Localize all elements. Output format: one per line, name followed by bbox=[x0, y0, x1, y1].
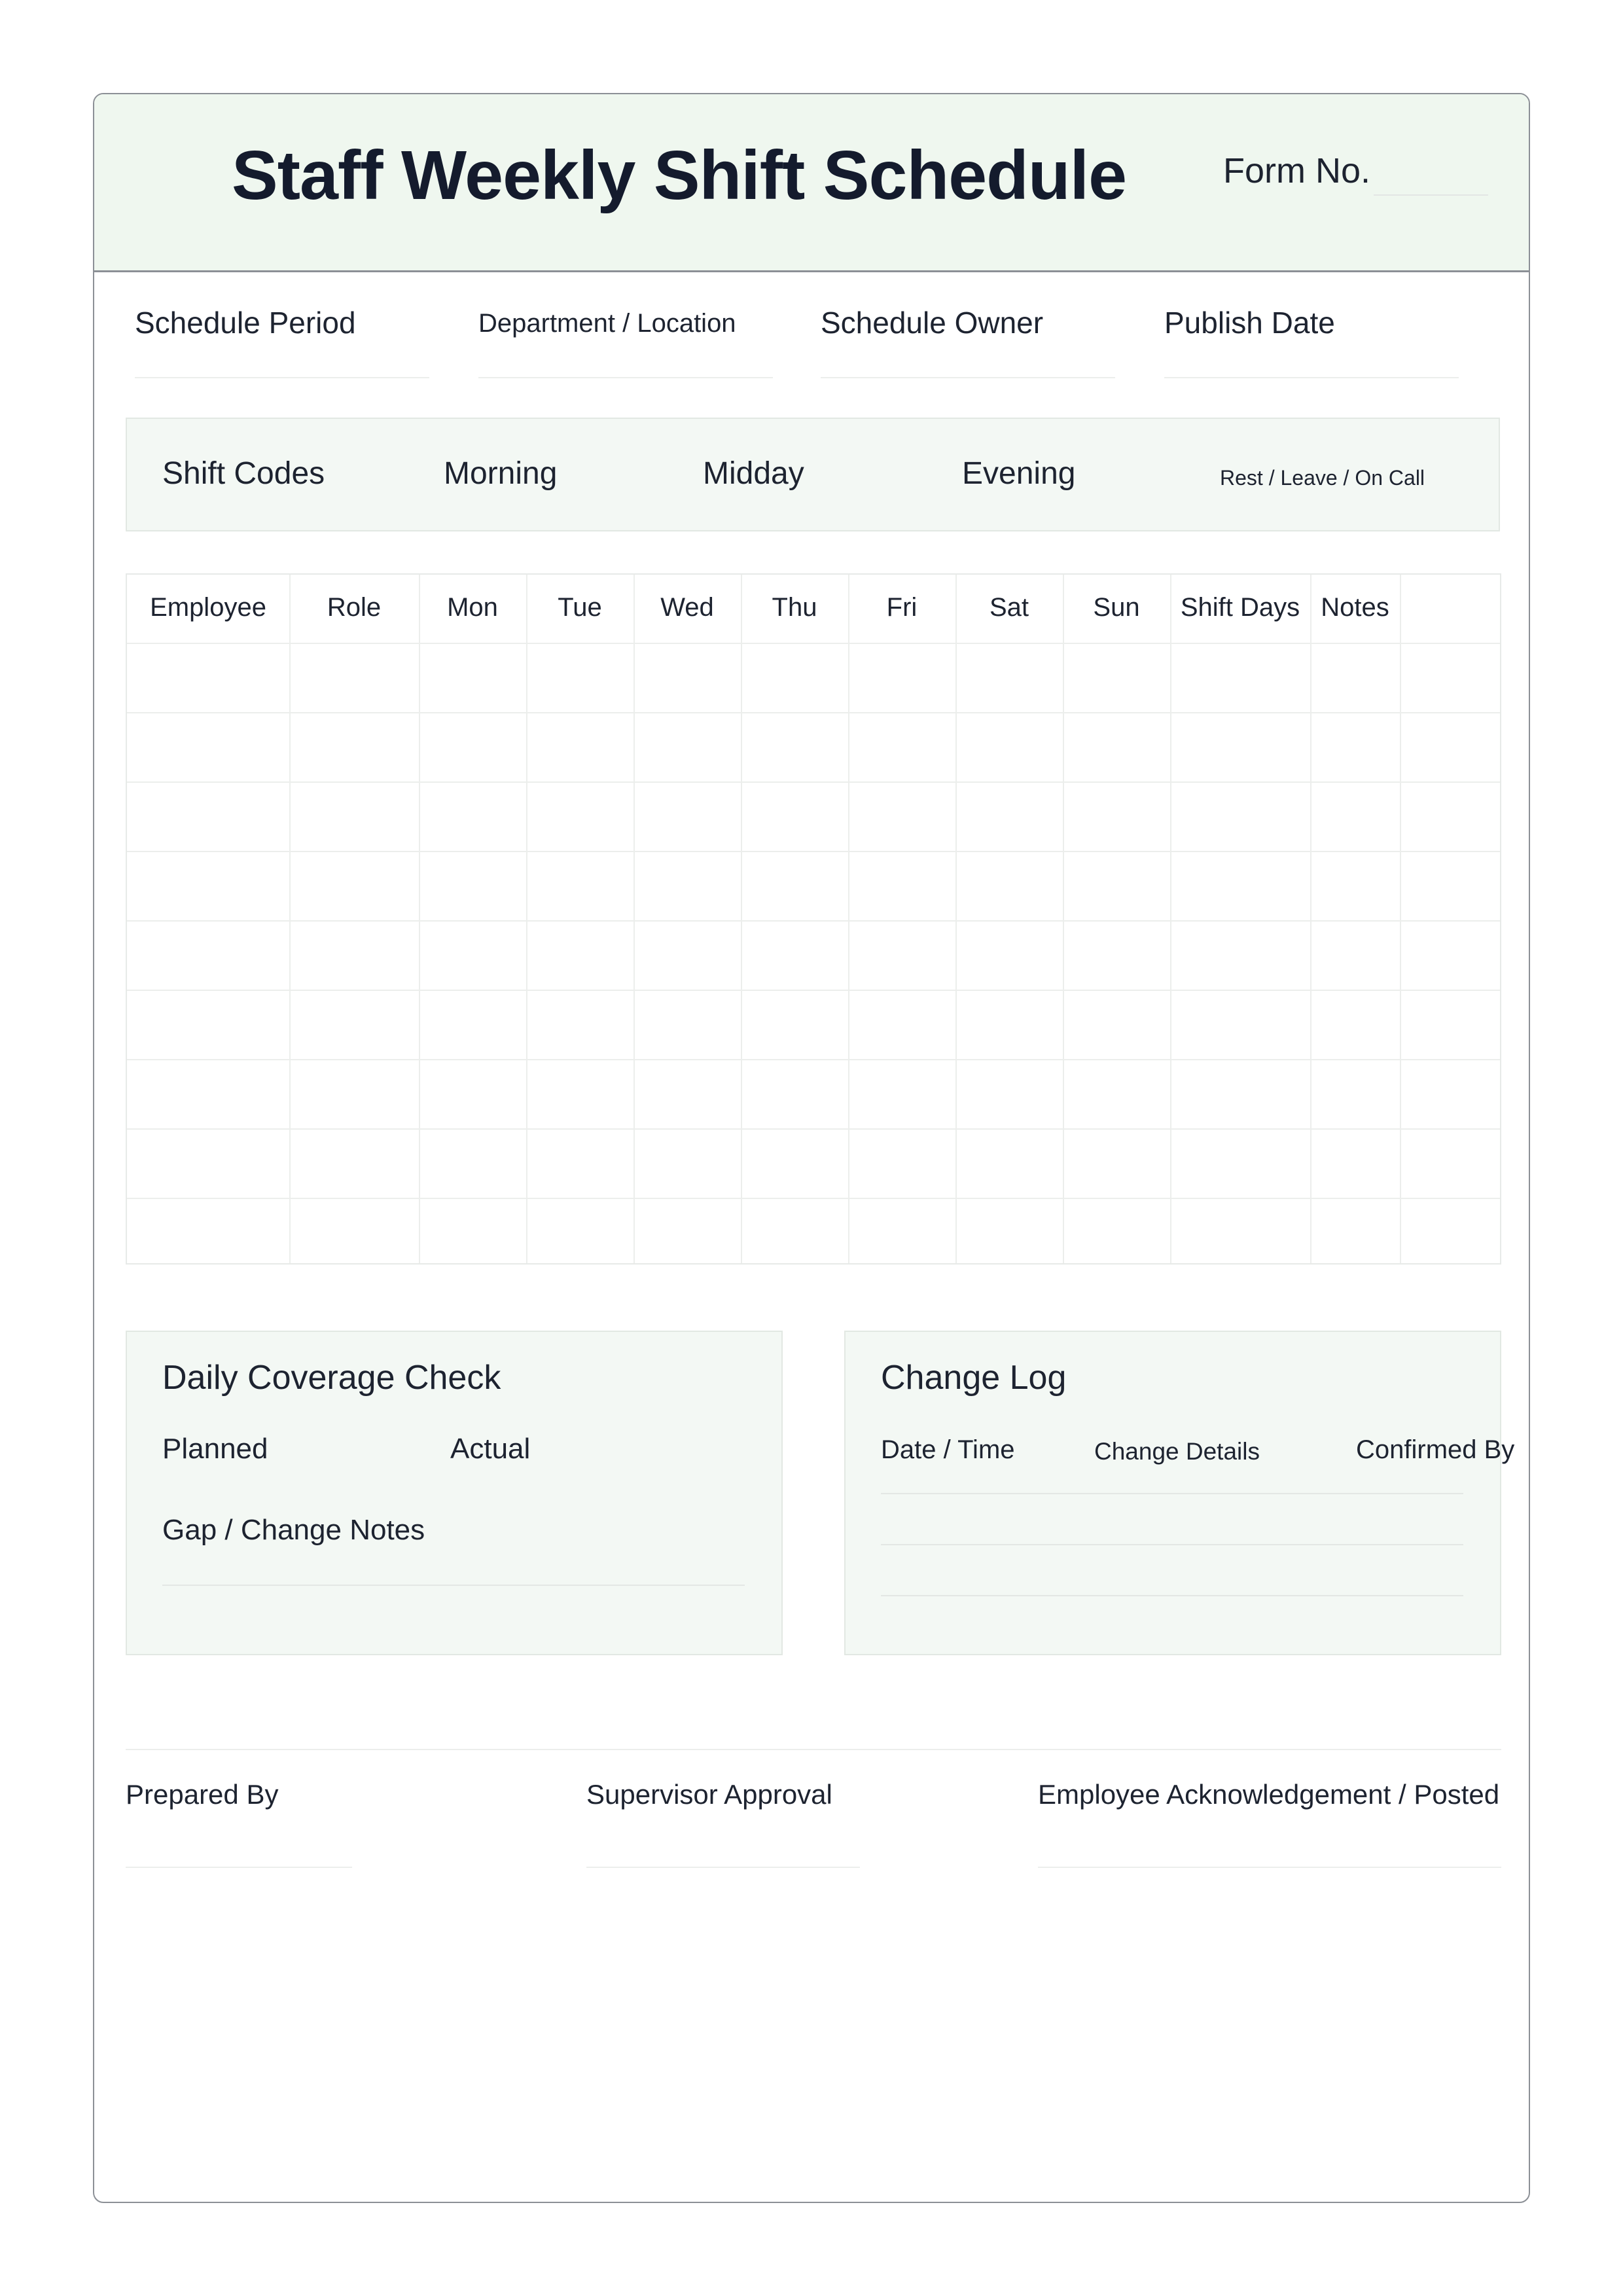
supervisor-approval-field[interactable] bbox=[586, 1867, 860, 1868]
column-header-role: Role bbox=[327, 593, 382, 622]
employee-ack-label: Employee Acknowledgement / Posted bbox=[1038, 1779, 1500, 1810]
form-header bbox=[94, 94, 1529, 272]
prepared-by-field[interactable] bbox=[126, 1867, 352, 1868]
shift-code-midday: Midday bbox=[703, 456, 804, 491]
column-header-sun: Sun bbox=[1093, 593, 1140, 622]
schedule-period-field[interactable] bbox=[135, 377, 429, 378]
table-row[interactable] bbox=[127, 990, 1500, 991]
employee-ack-field[interactable] bbox=[1038, 1867, 1501, 1868]
department-location-field[interactable] bbox=[478, 377, 773, 378]
shift-codes-label: Shift Codes bbox=[162, 456, 325, 491]
table-column-divider bbox=[1310, 575, 1311, 1263]
table-row[interactable] bbox=[127, 920, 1500, 922]
form-number-label: Form No. bbox=[1223, 151, 1371, 190]
table-column-divider bbox=[1063, 575, 1064, 1263]
prepared-by-label: Prepared By bbox=[126, 1779, 279, 1810]
shift-code-rest: Rest / Leave / On Call bbox=[1220, 466, 1425, 490]
column-header-employee: Employee bbox=[150, 593, 266, 622]
table-column-divider bbox=[848, 575, 849, 1263]
column-header-tue: Tue bbox=[558, 593, 602, 622]
table-row[interactable] bbox=[127, 712, 1500, 713]
coverage-panel bbox=[126, 1331, 783, 1655]
column-header-shift-days: Shift Days bbox=[1180, 593, 1300, 622]
change-log-row[interactable] bbox=[881, 1493, 1463, 1494]
change-log-row[interactable] bbox=[881, 1595, 1463, 1596]
table-column-divider bbox=[526, 575, 527, 1263]
table-row[interactable] bbox=[127, 851, 1500, 852]
column-header-fri: Fri bbox=[886, 593, 918, 622]
table-row[interactable] bbox=[127, 1059, 1500, 1060]
shift-table bbox=[126, 573, 1501, 1265]
table-column-divider bbox=[1170, 575, 1171, 1263]
planned-label: Planned bbox=[162, 1433, 268, 1465]
table-column-divider bbox=[741, 575, 742, 1263]
column-header-wed: Wed bbox=[660, 593, 714, 622]
confirmed-by-label: Confirmed By bbox=[1356, 1435, 1515, 1464]
column-header-thu: Thu bbox=[772, 593, 817, 622]
table-column-divider bbox=[419, 575, 420, 1263]
form-number-field[interactable] bbox=[1374, 194, 1488, 196]
column-header-mon: Mon bbox=[447, 593, 498, 622]
table-column-divider bbox=[955, 575, 957, 1263]
actual-label: Actual bbox=[450, 1433, 531, 1465]
schedule-owner-field[interactable] bbox=[821, 377, 1115, 378]
shift-codes-legend bbox=[126, 418, 1500, 531]
schedule-owner-label: Schedule Owner bbox=[821, 306, 1044, 340]
table-column-divider bbox=[633, 575, 635, 1263]
signature-divider bbox=[126, 1749, 1501, 1750]
table-row[interactable] bbox=[127, 1128, 1500, 1130]
table-row[interactable] bbox=[127, 643, 1500, 644]
table-column-divider bbox=[289, 575, 291, 1263]
publish-date-label: Publish Date bbox=[1164, 306, 1335, 340]
change-log-row[interactable] bbox=[881, 1544, 1463, 1545]
table-row[interactable] bbox=[127, 1198, 1500, 1199]
supervisor-approval-label: Supervisor Approval bbox=[586, 1779, 832, 1810]
department-location-label: Department / Location bbox=[478, 309, 736, 338]
publish-date-field[interactable] bbox=[1164, 377, 1459, 378]
gap-notes-field[interactable] bbox=[162, 1585, 745, 1586]
schedule-period-label: Schedule Period bbox=[135, 306, 356, 340]
change-log-panel bbox=[844, 1331, 1515, 1655]
change-log-title: Change Log bbox=[881, 1359, 1067, 1397]
column-header-sat: Sat bbox=[989, 593, 1029, 622]
shift-code-morning: Morning bbox=[444, 456, 558, 491]
table-row[interactable] bbox=[127, 781, 1500, 783]
shift-code-evening: Evening bbox=[962, 456, 1076, 491]
gap-notes-label: Gap / Change Notes bbox=[162, 1514, 425, 1546]
date-time-label: Date / Time bbox=[881, 1435, 1015, 1464]
table-column-divider bbox=[1400, 575, 1401, 1263]
schedule-form bbox=[93, 93, 1530, 2203]
page-title: Staff Weekly Shift Schedule bbox=[232, 137, 1127, 214]
coverage-title: Daily Coverage Check bbox=[162, 1359, 501, 1397]
change-details-label: Change Details bbox=[1094, 1438, 1260, 1465]
column-header-notes: Notes bbox=[1321, 593, 1389, 622]
